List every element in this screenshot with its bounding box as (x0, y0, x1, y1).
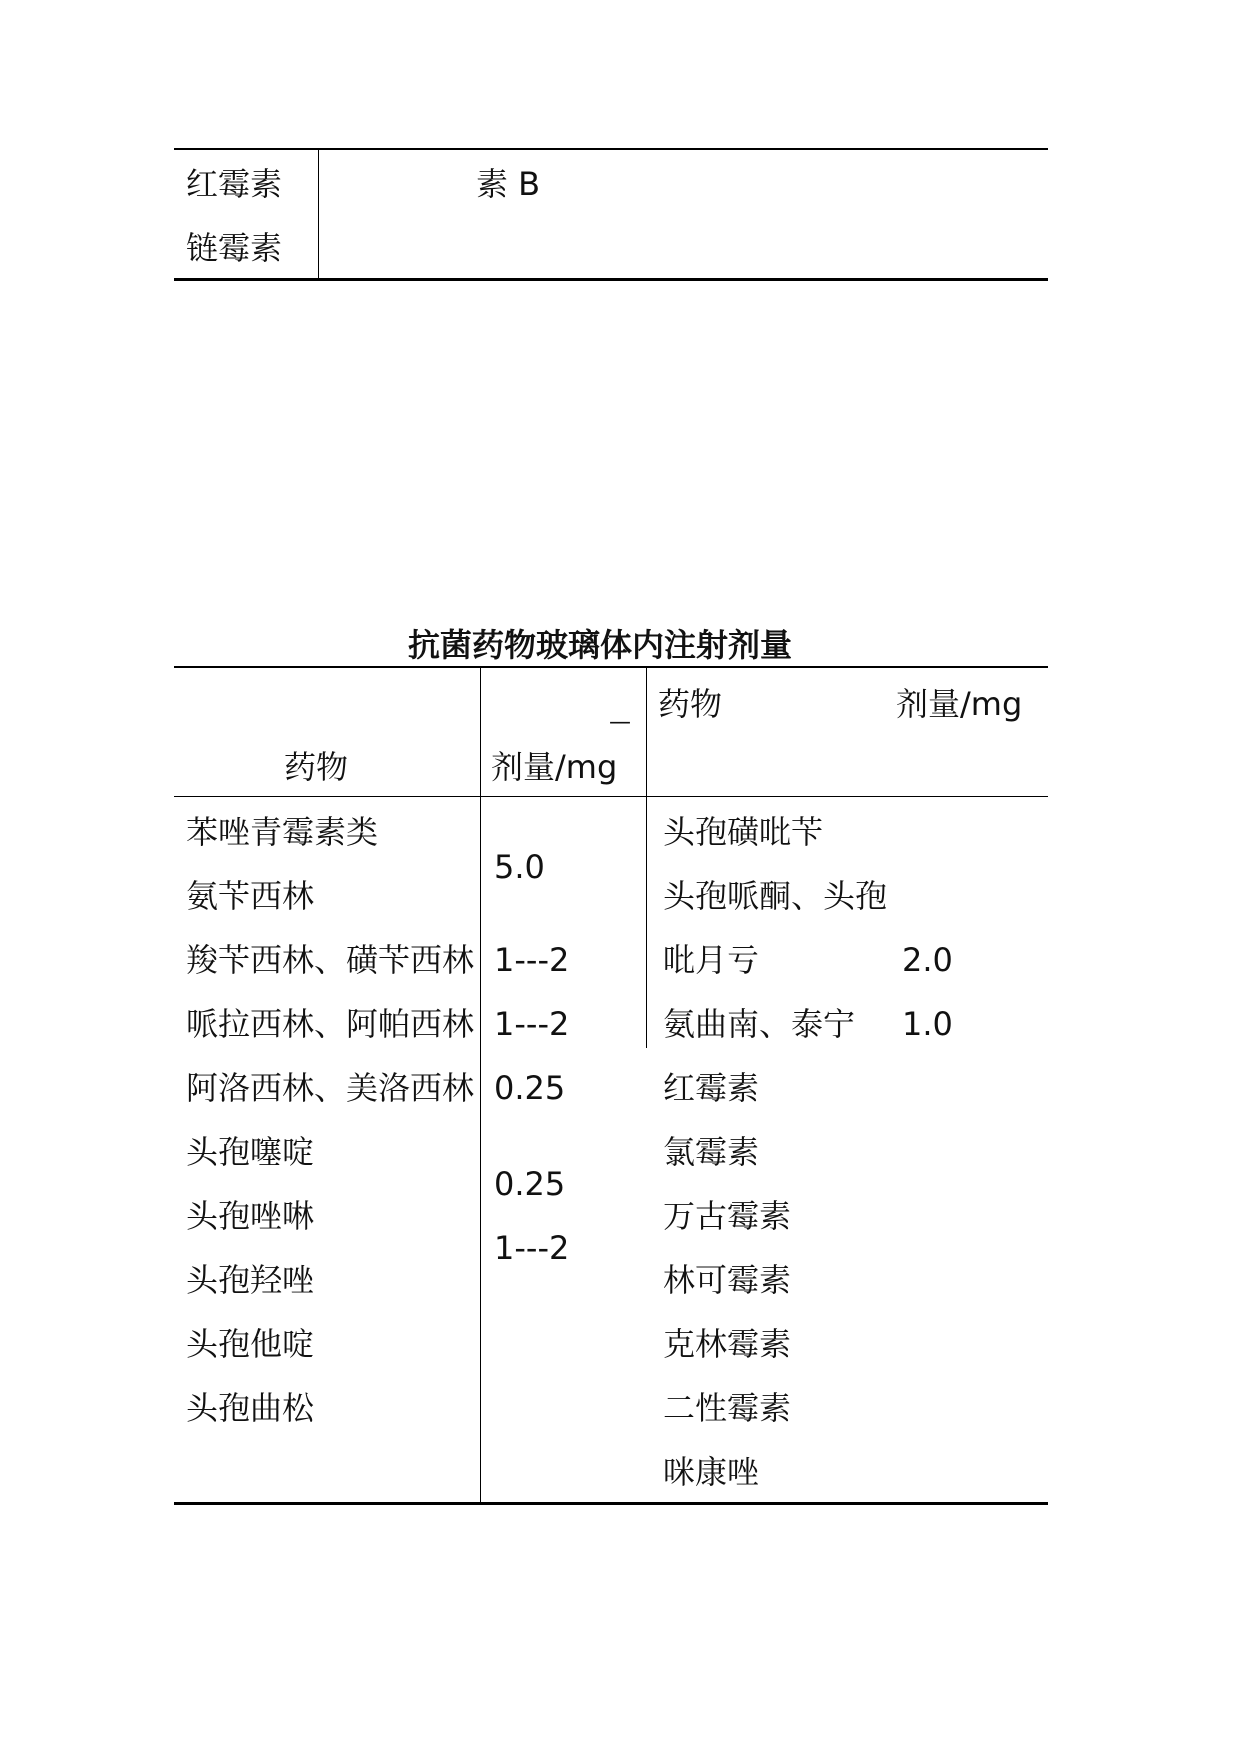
left-dose-value: 1---2 (494, 1005, 570, 1043)
right-drug-item: 咪康唑 (663, 1453, 760, 1491)
left-dose-value: 0.25 (494, 1165, 566, 1203)
header-dose-right: 剂量/mg (896, 685, 1023, 723)
left-drug-item: 头孢噻啶 (186, 1133, 315, 1171)
left-dose-value: 5.0 (494, 848, 545, 886)
left-drug-item: 阿洛西林、美洛西林 (186, 1069, 475, 1107)
left-drug-item: 苯唑青霉素类 (186, 813, 379, 851)
left-drug-item: 头孢羟唑 (186, 1261, 315, 1299)
right-drug-item: 红霉素 (663, 1069, 760, 1107)
top-table-item: 红霉素 (186, 165, 283, 203)
top-table-right-text: 素 B (476, 165, 541, 203)
right-dose-value: 1.0 (902, 1005, 953, 1043)
column-divider-left (480, 667, 481, 1502)
header-dose-left: 剂量/mg (491, 748, 618, 786)
left-drug-item: 哌拉西林、阿帕西林 (186, 1005, 475, 1043)
left-dose-value: 0.25 (494, 1069, 566, 1107)
right-drug-item: 林可霉素 (663, 1261, 792, 1299)
header-drug-left: 药物 (284, 748, 349, 786)
left-dose-value: 1---2 (494, 941, 570, 979)
right-drug-item: 克林霉素 (663, 1325, 792, 1363)
left-drug-item: 头孢唑啉 (186, 1197, 315, 1235)
table-title: 抗菌药物玻璃体内注射剂量 (407, 626, 792, 664)
right-dose-value: 2.0 (902, 941, 953, 979)
header-separator (174, 796, 1048, 797)
table-bottom-border (174, 1502, 1048, 1505)
left-dose-value: 1---2 (494, 1229, 570, 1267)
right-drug-item: 二性霉素 (663, 1389, 792, 1427)
right-drug-item: 头孢哌酮、头孢 (663, 877, 888, 915)
top-table-top-border (174, 148, 1048, 150)
right-drug-item: 氨曲南、泰宁 (663, 1005, 856, 1043)
left-drug-item: 氨苄西林 (186, 877, 315, 915)
left-drug-item: 羧苄西林、磺苄西林 (186, 941, 475, 979)
right-drug-item: 万古霉素 (663, 1197, 792, 1235)
right-drug-item: 吡月亏 (663, 941, 760, 979)
column-divider-right (646, 667, 647, 1048)
header-drug-right: 药物 (658, 685, 723, 723)
top-table-bottom-border (174, 278, 1048, 281)
right-drug-item: 氯霉素 (663, 1133, 760, 1171)
top-table-divider (318, 149, 319, 279)
top-table-item: 链霉素 (186, 229, 283, 267)
header-dose-left-mark: — (609, 710, 631, 735)
left-drug-item: 头孢他啶 (186, 1325, 315, 1363)
left-drug-item: 头孢曲松 (186, 1389, 315, 1427)
right-drug-item: 头孢磺吡苄 (663, 813, 824, 851)
table-top-border (174, 666, 1048, 668)
